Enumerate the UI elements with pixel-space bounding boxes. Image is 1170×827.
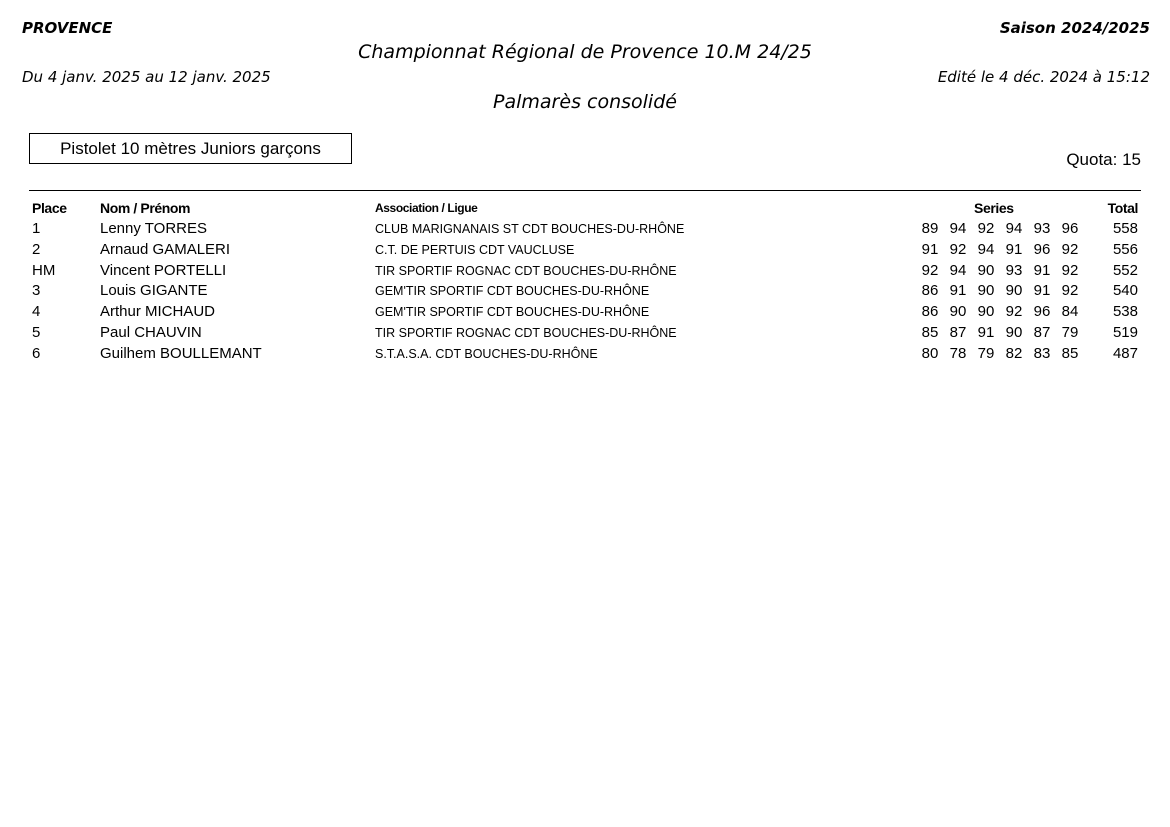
row-name: Louis GIGANTE xyxy=(100,282,208,300)
row-place: 4 xyxy=(32,303,41,321)
row-series-score: 96 xyxy=(1061,220,1079,237)
row-series-score: 94 xyxy=(949,220,967,237)
row-total: 558 xyxy=(1112,220,1138,237)
row-series-score: 92 xyxy=(977,220,995,237)
column-header-series: Series xyxy=(974,200,1014,216)
row-series-score: 90 xyxy=(977,303,995,321)
row-total: 556 xyxy=(1112,240,1138,258)
row-association: TIR SPORTIF ROGNAC CDT BOUCHES-DU-RHÔNE xyxy=(375,325,677,340)
page-subtitle: Palmarès consolidé xyxy=(493,91,677,113)
row-series-score: 93 xyxy=(1005,261,1023,279)
row-series-score: 78 xyxy=(949,344,967,362)
row-series-score: 92 xyxy=(1061,261,1079,279)
event-name-box: Pistolet 10 mètres Juniors garçons xyxy=(29,133,352,164)
row-association: S.T.A.S.A. CDT BOUCHES-DU-RHÔNE xyxy=(375,346,598,361)
table-row xyxy=(0,344,1170,365)
row-total: 540 xyxy=(1112,282,1138,300)
column-header-place: Place xyxy=(32,200,67,216)
row-association: TIR SPORTIF ROGNAC CDT BOUCHES-DU-RHÔNE xyxy=(375,263,677,278)
row-series-score: 79 xyxy=(1061,323,1079,341)
row-name: Vincent PORTELLI xyxy=(100,261,227,279)
row-association: GEM'TIR SPORTIF CDT BOUCHES-DU-RHÔNE xyxy=(375,305,650,320)
row-series-score: 92 xyxy=(1061,282,1079,300)
row-total: 519 xyxy=(1112,323,1138,341)
row-series-score: 94 xyxy=(949,261,967,279)
row-series-score: 91 xyxy=(1033,261,1051,279)
row-place: 2 xyxy=(32,240,41,258)
row-name: Arthur MICHAUD xyxy=(100,303,216,321)
row-place: 6 xyxy=(32,344,41,362)
row-name: Paul CHAUVIN xyxy=(100,323,202,341)
row-series-score: 91 xyxy=(921,240,939,258)
row-series-score: 92 xyxy=(949,240,967,258)
row-place: 5 xyxy=(32,323,41,341)
row-series-score: 90 xyxy=(977,261,995,279)
row-total: 538 xyxy=(1112,303,1138,321)
row-series-score: 92 xyxy=(1005,303,1023,321)
row-association: GEM'TIR SPORTIF CDT BOUCHES-DU-RHÔNE xyxy=(375,284,650,299)
row-series-score: 91 xyxy=(949,282,967,300)
row-series-score: 91 xyxy=(1005,240,1023,258)
row-series-score: 87 xyxy=(949,323,967,341)
results-table-body xyxy=(0,219,1170,365)
row-series-score: 82 xyxy=(1005,344,1023,362)
row-series-score: 94 xyxy=(977,240,995,258)
row-name: Arnaud GAMALERI xyxy=(100,240,231,258)
table-row xyxy=(0,219,1170,240)
header-divider xyxy=(29,190,1141,191)
row-place: 3 xyxy=(32,282,41,300)
column-header-association: Association / Ligue xyxy=(375,201,478,215)
quota-label: Quota: 15 xyxy=(1066,150,1141,169)
row-association: CLUB MARIGNANAIS ST CDT BOUCHES-DU-RHÔNE xyxy=(375,222,685,236)
row-association: C.T. DE PERTUIS CDT VAUCLUSE xyxy=(375,242,575,257)
row-series-score: 93 xyxy=(1033,220,1051,237)
row-total: 552 xyxy=(1112,261,1138,279)
row-series-score: 91 xyxy=(1033,282,1051,300)
row-series-score: 92 xyxy=(1061,240,1079,258)
row-series-score: 86 xyxy=(921,282,939,300)
edited-timestamp: Edité le 4 déc. 2024 à 15:12 xyxy=(937,68,1150,86)
row-series-score: 86 xyxy=(921,303,939,321)
date-range: Du 4 janv. 2025 au 12 janv. 2025 xyxy=(22,68,271,86)
row-series-score: 92 xyxy=(921,261,939,279)
row-series-score: 90 xyxy=(1005,323,1023,341)
row-series-score: 79 xyxy=(977,344,995,362)
row-place: HM xyxy=(32,261,56,279)
row-series-score: 90 xyxy=(949,303,967,321)
row-place: 1 xyxy=(32,220,41,237)
row-series-score: 90 xyxy=(1005,282,1023,300)
row-name: Lenny TORRES xyxy=(100,220,207,237)
table-row xyxy=(0,323,1170,344)
row-total: 487 xyxy=(1112,344,1138,362)
row-series-score: 80 xyxy=(921,344,939,362)
row-series-score: 90 xyxy=(977,282,995,300)
row-series-score: 89 xyxy=(921,220,939,237)
table-row xyxy=(0,261,1170,282)
table-row xyxy=(0,281,1170,302)
row-series-score: 91 xyxy=(977,323,995,341)
season-label: Saison 2024/2025 xyxy=(999,19,1150,37)
organization-name: PROVENCE xyxy=(22,19,113,37)
page-title: Championnat Régional de Provence 10.M 24/25 xyxy=(358,41,812,63)
table-row xyxy=(0,240,1170,261)
row-series-score: 96 xyxy=(1033,303,1051,321)
column-header-total: Total xyxy=(1107,200,1138,216)
row-name: Guilhem BOULLEMANT xyxy=(100,344,262,362)
row-series-score: 85 xyxy=(1061,344,1079,362)
row-series-score: 83 xyxy=(1033,344,1051,362)
row-series-score: 96 xyxy=(1033,240,1051,258)
row-series-score: 94 xyxy=(1005,220,1023,237)
column-header-name: Nom / Prénom xyxy=(100,200,191,216)
table-row xyxy=(0,302,1170,323)
row-series-score: 85 xyxy=(921,323,939,341)
row-series-score: 87 xyxy=(1033,323,1051,341)
row-series-score: 84 xyxy=(1061,303,1079,321)
